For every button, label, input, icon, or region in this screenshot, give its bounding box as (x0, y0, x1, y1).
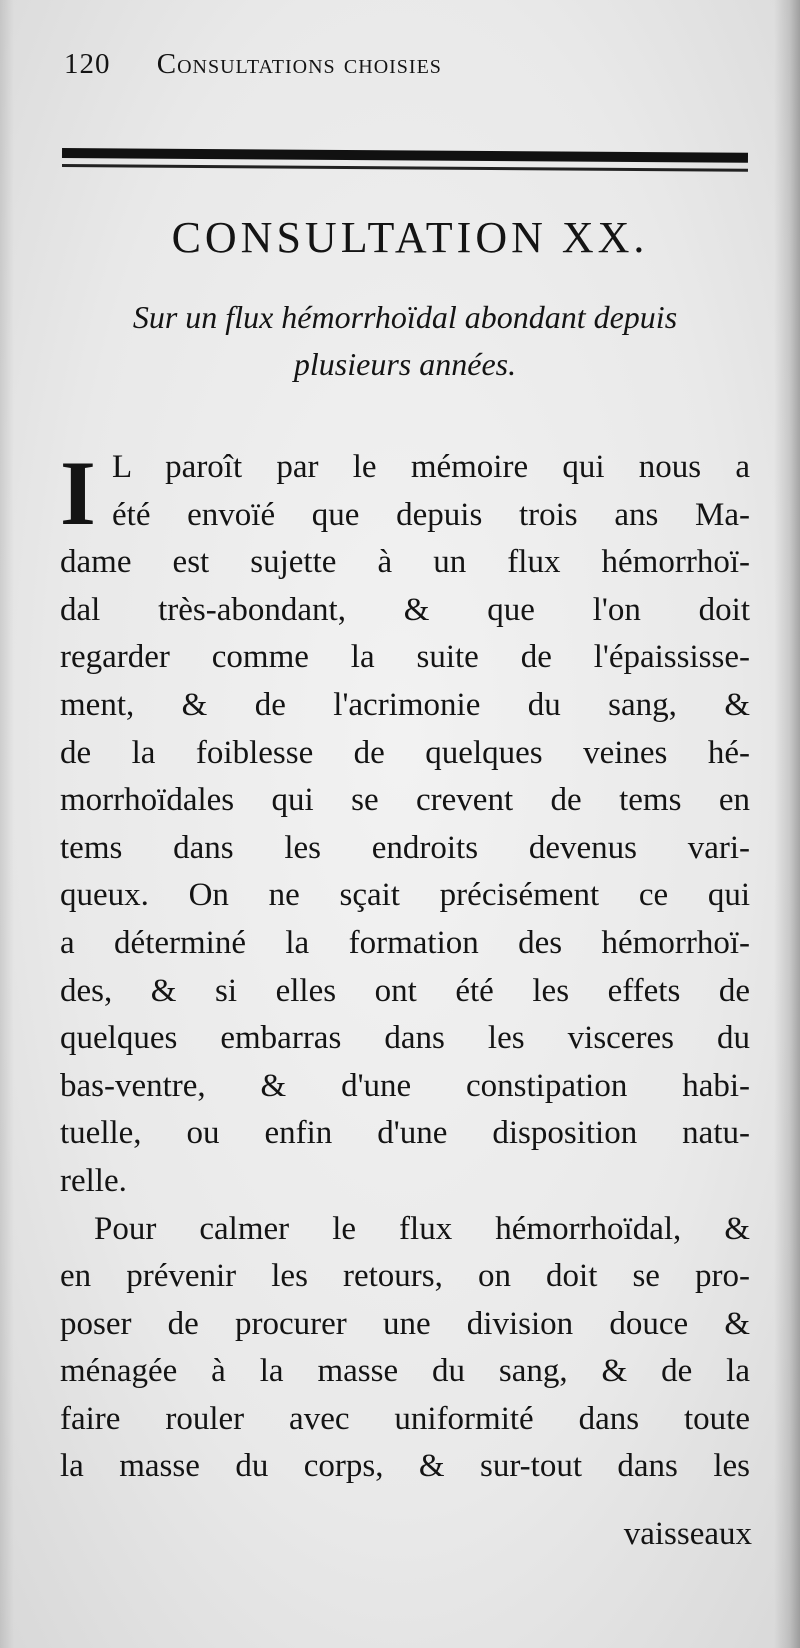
page-shadow-right (774, 0, 800, 1648)
text-line: tuelle, ou enfin d'une disposition natu- (60, 1115, 750, 1152)
text-line: des, & si elles ont été les effets de (60, 972, 750, 1009)
catchword: vaisseaux (623, 1516, 752, 1552)
consultation-title: CONSULTATION XX. (171, 213, 649, 262)
consultation-subtitle (62, 294, 748, 388)
body-text (60, 444, 750, 1491)
subtitle-line-1: Sur un flux hémorrhoïdal abondant depuis (132, 299, 678, 335)
text-line: ment, & de l'acrimonie du sang, & (60, 686, 750, 723)
page-shadow-left (0, 0, 14, 1648)
text-line: L paroît par le mémoire qui nous a (112, 449, 750, 485)
text-line: ménagée à la masse du sang, & de la (60, 1353, 750, 1390)
page-number: 120 (64, 48, 111, 80)
text-line: tems dans les endroits devenus vari- (60, 829, 750, 866)
drop-cap: I (60, 442, 96, 544)
text-line: dame est sujette à un flux hémorrhoï- (60, 544, 750, 581)
text-line: la masse du corps, & sur-tout dans les (60, 1448, 750, 1485)
header-rule (62, 148, 748, 163)
text-line: faire rouler avec uniformité dans toute (60, 1400, 750, 1437)
text-line: relle. (60, 1162, 127, 1199)
text-line: de la foiblesse de quelques veines hé- (60, 734, 750, 771)
text-line: bas-ventre, & d'une constipation habi- (60, 1067, 750, 1104)
text-line: morrhoïdales qui se crevent de tems en (60, 782, 750, 819)
text-line: quelques embarras dans les visceres du (60, 1020, 750, 1057)
text-line: en prévenir les retours, on doit se pro- (60, 1258, 750, 1295)
text-line: Pour calmer le flux hémorrhoïdal, & (94, 1210, 750, 1247)
header-rule-thin (62, 164, 748, 172)
text-line: regarder comme la suite de l'épaississe- (60, 639, 750, 676)
text-line: poser de procurer une division douce & (60, 1305, 750, 1342)
subtitle-line-2: plusieurs années. (293, 346, 517, 382)
text-line: queux. On ne sçait précisément ce qui (60, 877, 750, 914)
text-line: a déterminé la formation des hémorrhoï- (60, 924, 750, 961)
running-header (64, 48, 664, 88)
running-title: Consultations choisies (156, 48, 442, 80)
text-line: dal très-abondant, & que l'on doit (60, 591, 750, 628)
text-line: été envoïé que depuis trois ans Ma- (112, 496, 750, 533)
